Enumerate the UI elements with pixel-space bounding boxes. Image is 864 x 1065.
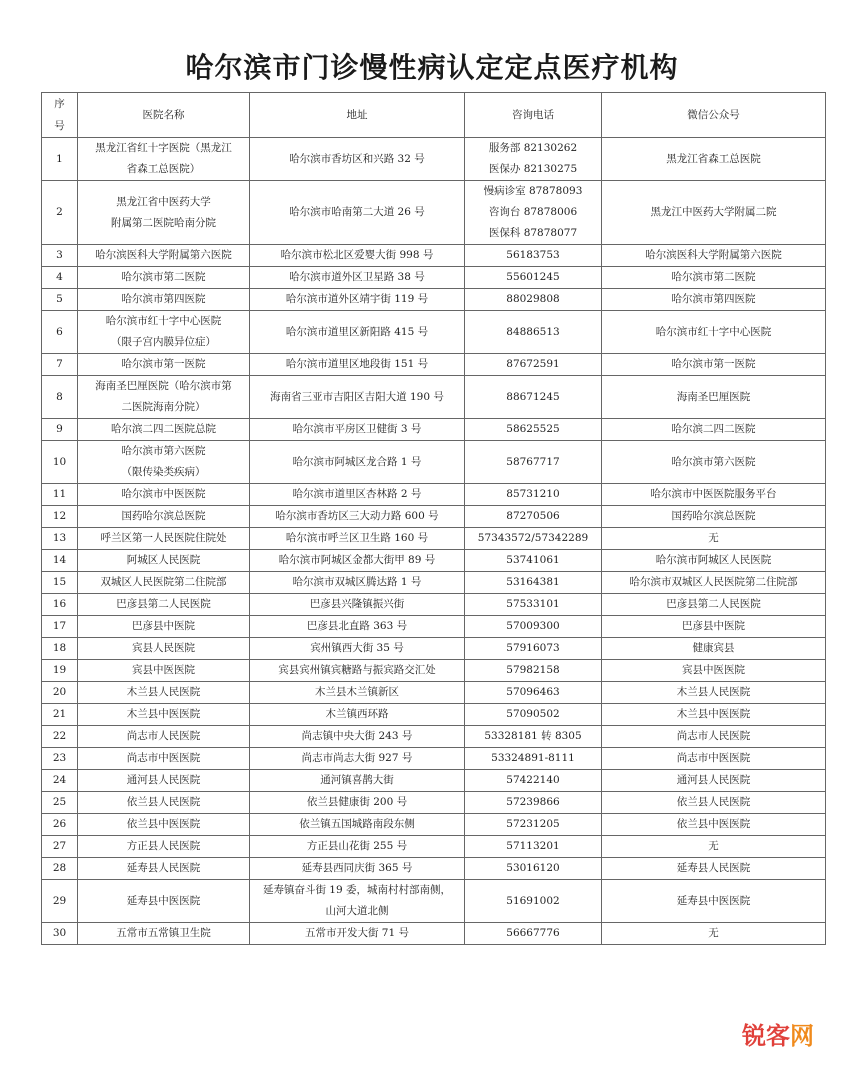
header-hospital-name: 医院名称 <box>78 93 250 138</box>
address-cell: 延寿县西同庆街 365 号 <box>250 858 465 880</box>
table-row <box>42 704 826 726</box>
row-index-cell: 21 <box>42 704 78 726</box>
wechat-account-cell: 延寿县中医医院 <box>602 880 826 923</box>
row-index-cell: 20 <box>42 682 78 704</box>
row-index-cell: 27 <box>42 836 78 858</box>
phone-cell: 57343572/57342289 <box>465 528 602 550</box>
address-cell: 五常市开发大街 71 号 <box>250 923 465 945</box>
wechat-account-cell: 宾县中医医院 <box>602 660 826 682</box>
address-cell: 哈尔滨市道里区地段街 151 号 <box>250 354 465 376</box>
hospital-name-cell: 木兰县人民医院 <box>78 682 250 704</box>
phone-cell: 慢病诊室 87878093 咨询台 87878006 医保科 87878077 <box>465 181 602 245</box>
row-index-cell: 22 <box>42 726 78 748</box>
table-row <box>42 858 826 880</box>
address-cell: 哈尔滨市道里区杏林路 2 号 <box>250 484 465 506</box>
address-cell: 海南省三亚市吉阳区吉阳大道 190 号 <box>250 376 465 419</box>
address-cell: 哈尔滨市道里区新阳路 415 号 <box>250 311 465 354</box>
address-cell: 哈尔滨市香坊区和兴路 32 号 <box>250 138 465 181</box>
phone-cell: 88029808 <box>465 289 602 311</box>
row-index-cell: 18 <box>42 638 78 660</box>
wechat-account-cell: 尚志市中医医院 <box>602 748 826 770</box>
wechat-account-cell: 哈尔滨市第四医院 <box>602 289 826 311</box>
address-cell: 哈尔滨市道外区靖宇街 119 号 <box>250 289 465 311</box>
wechat-account-cell: 黑龙江中医药大学附属二院 <box>602 181 826 245</box>
table-row <box>42 245 826 267</box>
phone-cell: 53324891-8111 <box>465 748 602 770</box>
table-row <box>42 923 826 945</box>
header-index: 序 号 <box>42 93 78 138</box>
table-row <box>42 572 826 594</box>
row-index-cell: 28 <box>42 858 78 880</box>
wechat-account-cell: 黑龙江省森工总医院 <box>602 138 826 181</box>
address-cell: 哈尔滨市松北区爱婴大街 998 号 <box>250 245 465 267</box>
address-cell: 方正县山花街 255 号 <box>250 836 465 858</box>
wechat-account-cell: 哈尔滨市第二医院 <box>602 267 826 289</box>
phone-cell: 58625525 <box>465 419 602 441</box>
table-row <box>42 376 826 419</box>
row-index-cell: 24 <box>42 770 78 792</box>
table-row <box>42 726 826 748</box>
hospital-name-cell: 通河县人民医院 <box>78 770 250 792</box>
address-cell: 巴彦县北直路 363 号 <box>250 616 465 638</box>
hospital-name-cell: 延寿县人民医院 <box>78 858 250 880</box>
row-index-cell: 11 <box>42 484 78 506</box>
wechat-account-cell: 依兰县人民医院 <box>602 792 826 814</box>
phone-cell: 85731210 <box>465 484 602 506</box>
wechat-account-cell: 哈尔滨二四二医院 <box>602 419 826 441</box>
wechat-account-cell: 通河县人民医院 <box>602 770 826 792</box>
wechat-account-cell: 木兰县人民医院 <box>602 682 826 704</box>
wechat-account-cell: 无 <box>602 528 826 550</box>
wechat-account-cell: 巴彦县第二人民医院 <box>602 594 826 616</box>
hospital-name-cell: 哈尔滨二四二医院总院 <box>78 419 250 441</box>
header-address: 地址 <box>250 93 465 138</box>
address-cell: 哈尔滨市平房区卫健街 3 号 <box>250 419 465 441</box>
table-row <box>42 441 826 484</box>
row-index-cell: 19 <box>42 660 78 682</box>
table-row <box>42 181 826 245</box>
phone-cell: 57090502 <box>465 704 602 726</box>
hospital-name-cell: 呼兰区第一人民医院住院处 <box>78 528 250 550</box>
table-row <box>42 550 826 572</box>
row-index-cell: 13 <box>42 528 78 550</box>
hospital-name-cell: 哈尔滨市中医医院 <box>78 484 250 506</box>
row-index-cell: 9 <box>42 419 78 441</box>
wechat-account-cell: 哈尔滨市中医医院服务平台 <box>602 484 826 506</box>
table-row <box>42 616 826 638</box>
hospital-name-cell: 哈尔滨市第二医院 <box>78 267 250 289</box>
address-cell: 巴彦县兴隆镇振兴街 <box>250 594 465 616</box>
wechat-account-cell: 国药哈尔滨总医院 <box>602 506 826 528</box>
row-index-cell: 10 <box>42 441 78 484</box>
wechat-account-cell: 延寿县人民医院 <box>602 858 826 880</box>
phone-cell: 53164381 <box>465 572 602 594</box>
address-cell: 哈尔滨市阿城区金都大街甲 89 号 <box>250 550 465 572</box>
table-row <box>42 682 826 704</box>
phone-cell: 84886513 <box>465 311 602 354</box>
hospital-name-cell: 宾县人民医院 <box>78 638 250 660</box>
row-index-cell: 7 <box>42 354 78 376</box>
wechat-account-cell: 木兰县中医医院 <box>602 704 826 726</box>
phone-cell: 88671245 <box>465 376 602 419</box>
wechat-account-cell: 海南圣巴厘医院 <box>602 376 826 419</box>
wechat-account-cell: 巴彦县中医院 <box>602 616 826 638</box>
row-index-cell: 1 <box>42 138 78 181</box>
hospital-name-cell: 哈尔滨市第六医院 （限传染类疾病） <box>78 441 250 484</box>
phone-cell: 57533101 <box>465 594 602 616</box>
hospital-name-cell: 阿城区人民医院 <box>78 550 250 572</box>
address-cell: 尚志市尚志大街 927 号 <box>250 748 465 770</box>
wechat-account-cell: 哈尔滨市红十字中心医院 <box>602 311 826 354</box>
phone-cell: 57113201 <box>465 836 602 858</box>
hospital-name-cell: 延寿县中医医院 <box>78 880 250 923</box>
table-row <box>42 836 826 858</box>
hospital-name-cell: 尚志市中医医院 <box>78 748 250 770</box>
phone-cell: 87672591 <box>465 354 602 376</box>
table-row <box>42 289 826 311</box>
hospital-name-cell: 哈尔滨市红十字中心医院 （限子宫内膜异位症） <box>78 311 250 354</box>
phone-cell: 57916073 <box>465 638 602 660</box>
row-index-cell: 6 <box>42 311 78 354</box>
hospital-name-cell: 宾县中医医院 <box>78 660 250 682</box>
address-cell: 哈尔滨市哈南第二大道 26 号 <box>250 181 465 245</box>
table-row <box>42 792 826 814</box>
row-index-cell: 8 <box>42 376 78 419</box>
hospital-name-cell: 巴彦县第二人民医院 <box>78 594 250 616</box>
table-row <box>42 311 826 354</box>
wechat-account-cell: 健康宾县 <box>602 638 826 660</box>
phone-cell: 53016120 <box>465 858 602 880</box>
table-row <box>42 880 826 923</box>
table-row <box>42 594 826 616</box>
row-index-cell: 4 <box>42 267 78 289</box>
wechat-account-cell: 哈尔滨医科大学附属第六医院 <box>602 245 826 267</box>
hospital-name-cell: 国药哈尔滨总医院 <box>78 506 250 528</box>
hospital-name-cell: 木兰县中医医院 <box>78 704 250 726</box>
wechat-account-cell: 哈尔滨市第一医院 <box>602 354 826 376</box>
phone-cell: 57239866 <box>465 792 602 814</box>
wechat-account-cell: 哈尔滨市阿城区人民医院 <box>602 550 826 572</box>
row-index-cell: 17 <box>42 616 78 638</box>
watermark-logo: 锐客网 <box>742 1022 814 1050</box>
wechat-account-cell: 无 <box>602 923 826 945</box>
phone-cell: 53741061 <box>465 550 602 572</box>
hospital-name-cell: 依兰县中医医院 <box>78 814 250 836</box>
hospital-name-cell: 依兰县人民医院 <box>78 792 250 814</box>
hospital-name-cell: 方正县人民医院 <box>78 836 250 858</box>
wechat-account-cell: 哈尔滨市双城区人民医院第二住院部 <box>602 572 826 594</box>
table-row <box>42 770 826 792</box>
table-row <box>42 484 826 506</box>
hospital-table <box>41 92 826 945</box>
address-cell: 依兰镇五国城路南段东侧 <box>250 814 465 836</box>
hospital-name-cell: 哈尔滨市第一医院 <box>78 354 250 376</box>
address-cell: 哈尔滨市双城区腾达路 1 号 <box>250 572 465 594</box>
phone-cell: 55601245 <box>465 267 602 289</box>
phone-cell: 57982158 <box>465 660 602 682</box>
hospital-name-cell: 黑龙江省中医药大学 附属第二医院哈南分院 <box>78 181 250 245</box>
wechat-account-cell: 无 <box>602 836 826 858</box>
row-index-cell: 25 <box>42 792 78 814</box>
address-cell: 哈尔滨市呼兰区卫生路 160 号 <box>250 528 465 550</box>
row-index-cell: 29 <box>42 880 78 923</box>
phone-cell: 53328181 转 8305 <box>465 726 602 748</box>
hospital-name-cell: 海南圣巴厘医院（哈尔滨市第 二医院海南分院） <box>78 376 250 419</box>
wechat-account-cell: 尚志市人民医院 <box>602 726 826 748</box>
row-index-cell: 26 <box>42 814 78 836</box>
address-cell: 哈尔滨市道外区卫星路 38 号 <box>250 267 465 289</box>
address-cell: 通河镇喜鹊大街 <box>250 770 465 792</box>
row-index-cell: 12 <box>42 506 78 528</box>
address-cell: 宾县宾州镇宾糖路与振宾路交汇处 <box>250 660 465 682</box>
table-row <box>42 267 826 289</box>
phone-cell: 57422140 <box>465 770 602 792</box>
page-title: 哈尔滨市门诊慢性病认定定点医疗机构 <box>185 51 679 84</box>
phone-cell: 57009300 <box>465 616 602 638</box>
row-index-cell: 30 <box>42 923 78 945</box>
phone-cell: 57096463 <box>465 682 602 704</box>
address-cell: 木兰镇西环路 <box>250 704 465 726</box>
phone-cell: 87270506 <box>465 506 602 528</box>
table-row <box>42 354 826 376</box>
hospital-name-cell: 黑龙江省红十字医院（黑龙江 省森工总医院） <box>78 138 250 181</box>
hospital-name-cell: 五常市五常镇卫生院 <box>78 923 250 945</box>
table-row <box>42 419 826 441</box>
table-row <box>42 660 826 682</box>
wechat-account-cell: 哈尔滨市第六医院 <box>602 441 826 484</box>
phone-cell: 58767717 <box>465 441 602 484</box>
row-index-cell: 14 <box>42 550 78 572</box>
row-index-cell: 16 <box>42 594 78 616</box>
hospital-name-cell: 尚志市人民医院 <box>78 726 250 748</box>
row-index-cell: 15 <box>42 572 78 594</box>
address-cell: 尚志镇中央大街 243 号 <box>250 726 465 748</box>
address-cell: 木兰县木兰镇新区 <box>250 682 465 704</box>
table-row <box>42 748 826 770</box>
hospital-name-cell: 哈尔滨医科大学附属第六医院 <box>78 245 250 267</box>
address-cell: 宾州镇西大街 35 号 <box>250 638 465 660</box>
table-header-row <box>42 93 826 138</box>
table-row <box>42 638 826 660</box>
phone-cell: 51691002 <box>465 880 602 923</box>
table-row <box>42 814 826 836</box>
address-cell: 延寿镇奋斗街 19 委，城南村村部南侧， 山河大道北侧 <box>250 880 465 923</box>
header-wechat: 微信公众号 <box>602 93 826 138</box>
table-row <box>42 138 826 181</box>
phone-cell: 56183753 <box>465 245 602 267</box>
phone-cell: 57231205 <box>465 814 602 836</box>
row-index-cell: 3 <box>42 245 78 267</box>
address-cell: 依兰县健康街 200 号 <box>250 792 465 814</box>
hospital-name-cell: 巴彦县中医院 <box>78 616 250 638</box>
header-phone: 咨询电话 <box>465 93 602 138</box>
address-cell: 哈尔滨市阿城区龙合路 1 号 <box>250 441 465 484</box>
table-row <box>42 506 826 528</box>
row-index-cell: 23 <box>42 748 78 770</box>
table-body <box>42 138 826 945</box>
phone-cell: 56667776 <box>465 923 602 945</box>
wechat-account-cell: 依兰县中医医院 <box>602 814 826 836</box>
address-cell: 哈尔滨市香坊区三大动力路 600 号 <box>250 506 465 528</box>
table-row <box>42 528 826 550</box>
phone-cell: 服务部 82130262 医保办 82130275 <box>465 138 602 181</box>
row-index-cell: 2 <box>42 181 78 245</box>
hospital-name-cell: 哈尔滨市第四医院 <box>78 289 250 311</box>
hospital-name-cell: 双城区人民医院第二住院部 <box>78 572 250 594</box>
row-index-cell: 5 <box>42 289 78 311</box>
